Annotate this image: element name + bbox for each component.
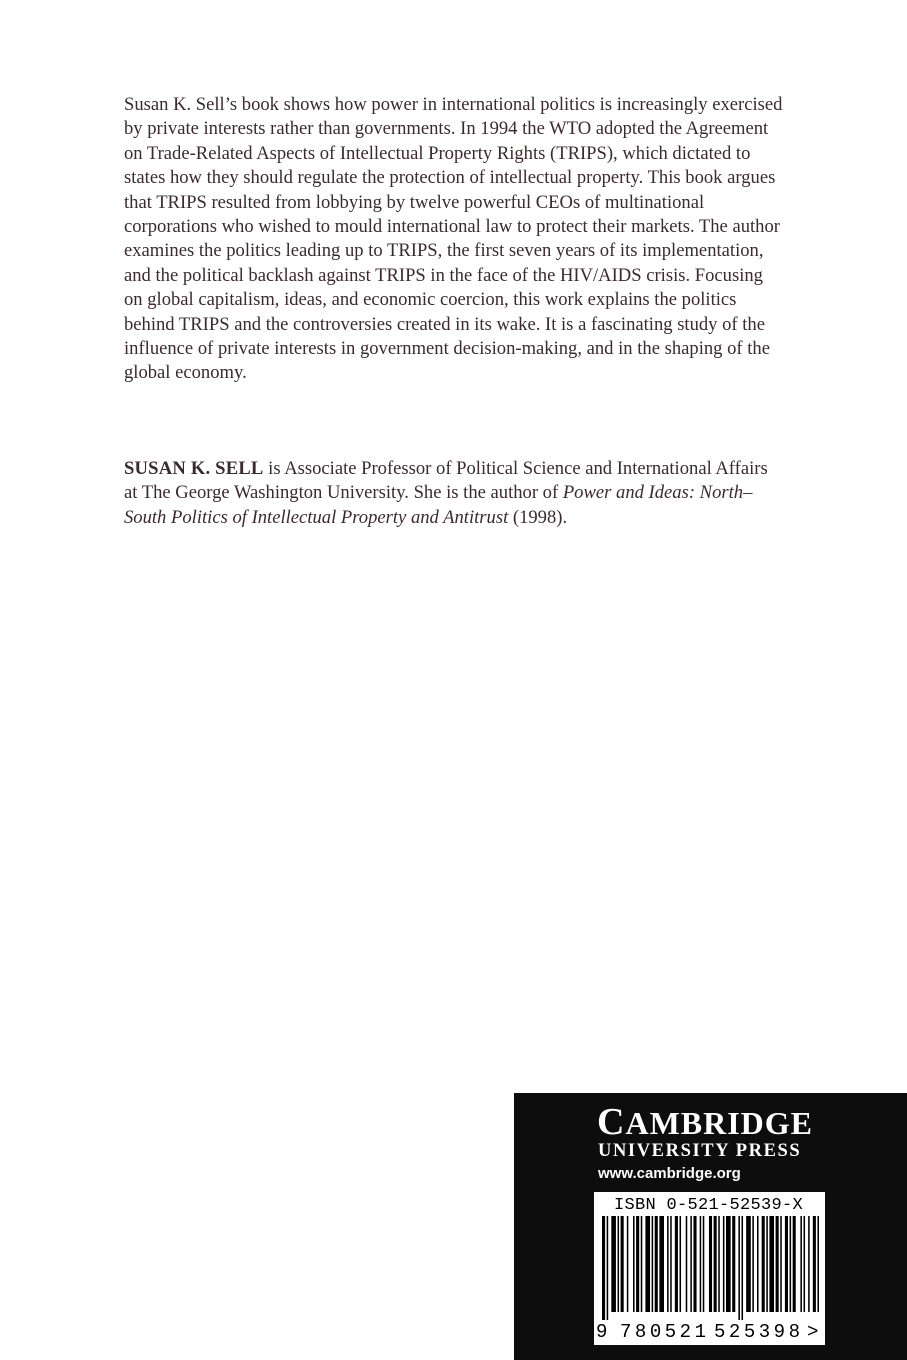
previous-book-year: (1998). [508,506,568,528]
barcode-bar [686,1216,688,1312]
barcode-bar [621,1216,624,1312]
barcode-bar [667,1216,669,1312]
barcode-bar [762,1216,765,1312]
barcode-bar [817,1216,819,1312]
barcode-bar [780,1216,782,1312]
publisher-panel [514,1093,907,1360]
barcode-bar [790,1216,792,1312]
barcode-bar [607,1216,609,1320]
ean-lead-digit: 9 [596,1321,608,1343]
barcode-bar [757,1216,759,1312]
barcode-bar [742,1216,744,1320]
barcode-bar [627,1216,629,1312]
barcode-bar [723,1216,725,1312]
ean-end-mark: > [807,1321,819,1343]
barcode-bar [738,1216,740,1320]
barcode-bar [804,1216,806,1312]
barcode-bar [752,1216,754,1312]
publisher-name-rest: AMBRIDGE [625,1105,814,1141]
barcode-bar [670,1216,672,1312]
barcode-bar [793,1216,796,1312]
barcode-bar [636,1216,639,1312]
barcode-box [594,1192,825,1345]
publisher-name-initial: C [597,1101,626,1143]
author-name: SUSAN K. SELL [124,458,264,479]
barcode-bar [652,1216,654,1312]
author-bio-text: is Associate Professor of Political Science and International Affairs at The George Washington University. She is the author of [124,458,768,504]
ean-digits [594,1319,825,1343]
barcode-bar [602,1216,605,1320]
barcode-bar [714,1216,717,1312]
barcode-bar [808,1216,810,1312]
barcode-bar [732,1216,735,1312]
barcode-bar [675,1216,678,1312]
author-bio [124,457,784,530]
publisher-url: www.cambridge.org [598,1165,741,1182]
barcode-bar [645,1216,650,1312]
ean-left-digits: 780521 [620,1321,706,1343]
previous-book-title: Power and Ideas: North–South Politics of Intellectual Property and Antitrust [124,482,753,528]
barcode-bar [690,1216,692,1312]
barcode-bar [659,1216,664,1312]
barcode-bar [693,1216,696,1312]
barcode-bar [726,1216,731,1312]
publisher-name [597,1101,814,1143]
barcode-bar [703,1216,705,1312]
barcode-bar [718,1216,720,1312]
publisher-subtitle: UNIVERSITY PRESS [598,1141,802,1161]
barcode-bar [633,1216,635,1312]
barcode-bar [680,1216,682,1312]
barcode-bar [813,1216,816,1312]
barcode-bar [769,1216,774,1312]
barcode-bar [709,1216,712,1312]
barcode-bar [800,1216,802,1312]
barcode-bar [618,1216,620,1312]
barcode-bar [776,1216,779,1312]
barcode-bar [785,1216,788,1312]
book-description: Susan K. Sell’s book shows how power in international politics is increasingly exercised by private interests rather than governments. In 1994 the WTO adopted the Agreement on Trade-Related Aspects of Intellectual Property Rights (TRIPS), which dictated to states how they should regulate the protection of intellectual property. This book argues that TRIPS resulted from lobbying by twelve powerful CEOs of multinational corporations who wished to mould international law to protect their markets. The author examines the politics leading up to TRIPS, the first seven years of its implementation, and the political backlash against TRIPS in the face of the HIV/AIDS crisis. Focusing on global capitalism, ideas, and economic coercion, this work explains the politics behind TRIPS and the controversies created in its wake. It is a fascinating study of the influence of private interests in government decision-making, and in the shaping of the global economy. [124,94,783,384]
barcode-bar [700,1216,702,1312]
ean-right-digits: 525398 [714,1321,800,1343]
barcode-bar [655,1216,658,1312]
barcode-bar [746,1216,751,1312]
barcode-bar [611,1216,616,1312]
barcode-bar [766,1216,768,1312]
isbn-number: ISBN 0-521-52539-X [614,1196,804,1215]
barcode-bar [641,1216,643,1312]
barcode-icon [594,1216,825,1320]
